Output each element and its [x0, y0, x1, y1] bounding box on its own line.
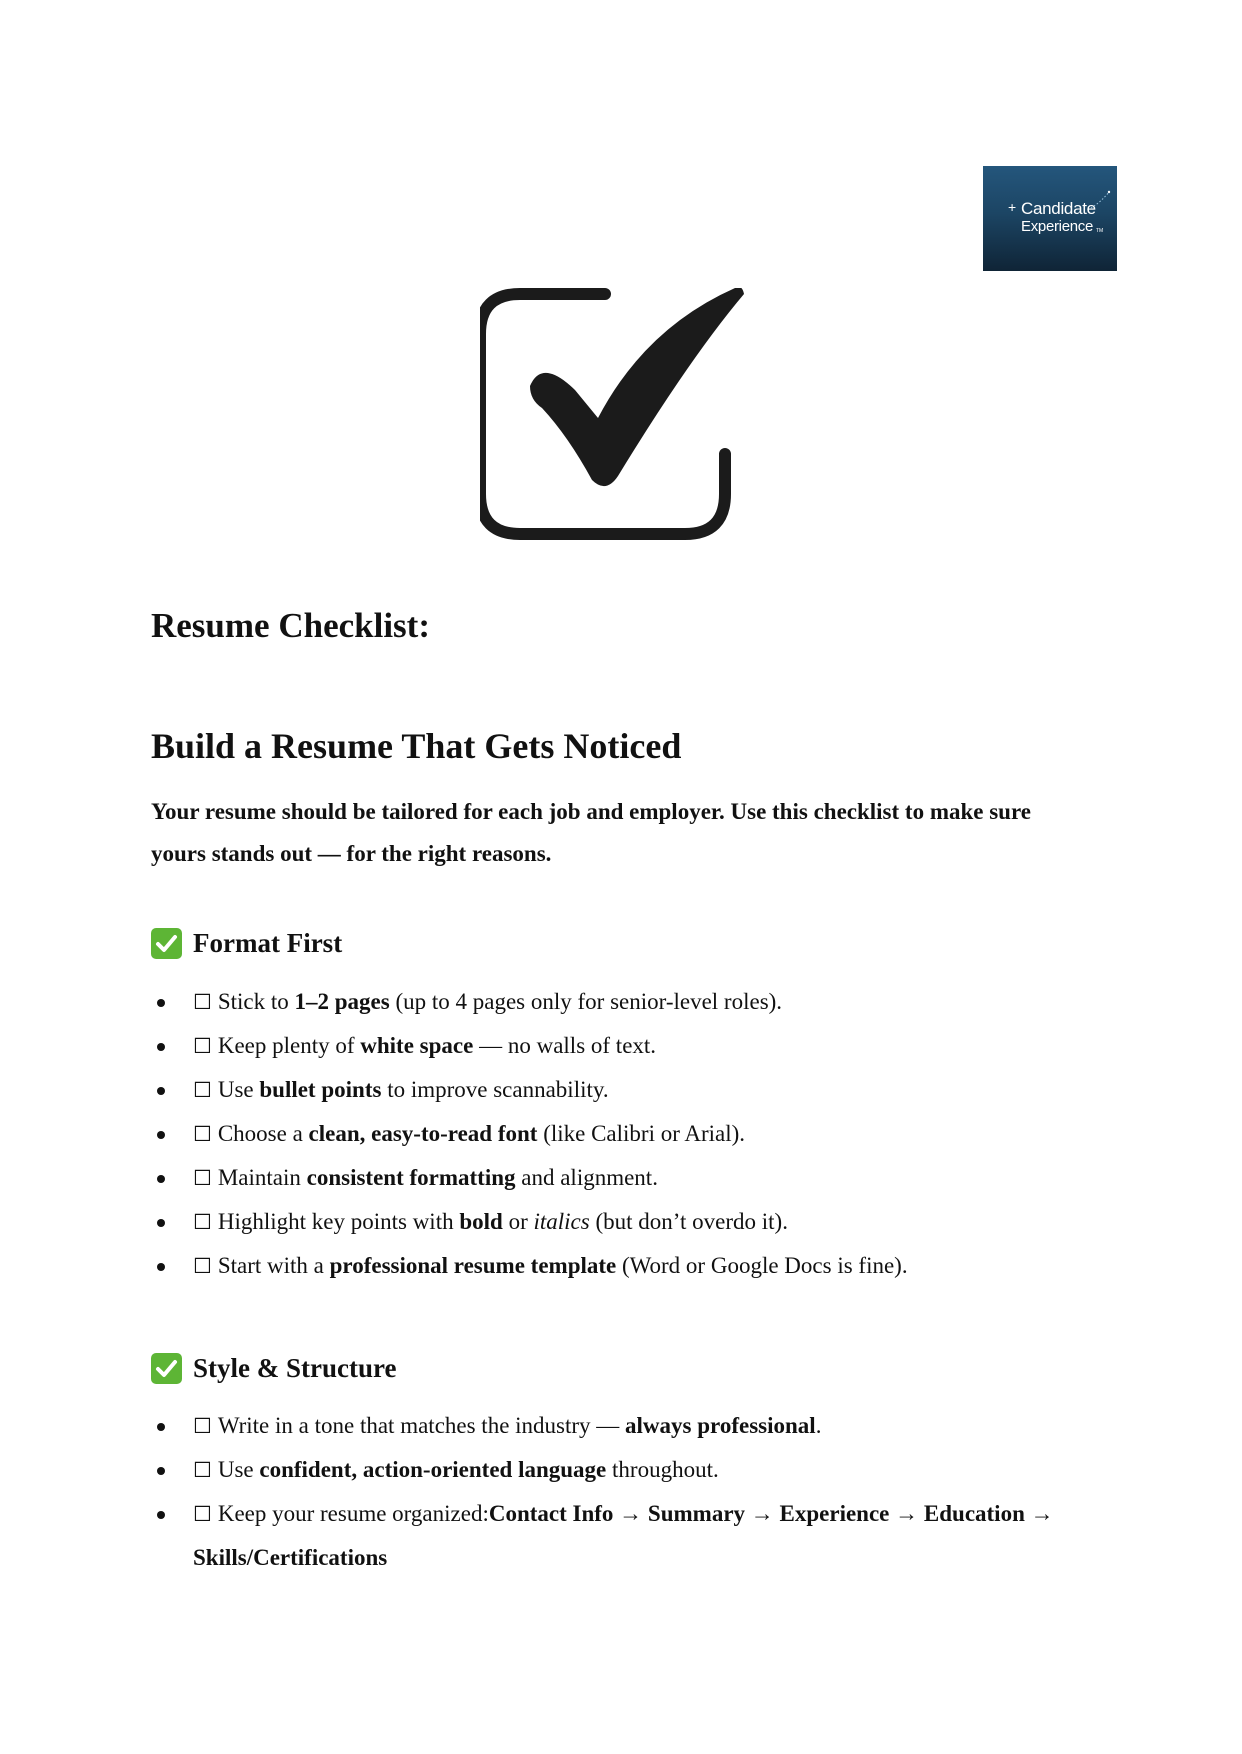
section-heading-text: Format First [193, 928, 343, 958]
list-item: ☐ Write in a tone that matches the industry — always professional. [151, 1404, 1091, 1448]
format-first-list [151, 980, 1091, 1288]
checkbox-empty-icon[interactable]: ☐ [193, 1122, 212, 1146]
list-item: ☐ Stick to 1–2 pages (up to 4 pages only for senior-level roles). [151, 980, 1091, 1024]
bullet-dot [157, 1511, 165, 1519]
checkbox-empty-icon[interactable]: ☐ [193, 1254, 212, 1278]
list-item: ☐ Use confident, action-oriented language throughout. [151, 1448, 1091, 1492]
bullet-dot [157, 1219, 165, 1227]
section-heading-text: Style & Structure [193, 1353, 397, 1383]
checkbox-checked-icon [480, 288, 760, 548]
list-item: ☐ Use bullet points to improve scannability. [151, 1068, 1091, 1112]
list-item: ☐ Keep plenty of white space — no walls of text. [151, 1024, 1091, 1068]
bullet-dot [157, 1043, 165, 1051]
checkbox-empty-icon[interactable]: ☐ [193, 1166, 212, 1190]
list-item: ☐ Choose a clean, easy-to-read font (like Calibri or Arial). [151, 1112, 1091, 1156]
checkbox-empty-icon[interactable]: ☐ [193, 1078, 212, 1102]
logo-line-2: Experience [1021, 218, 1094, 235]
section-heading-format-first [151, 927, 342, 959]
list-item: ☐ Maintain consistent formatting and alignment. [151, 1156, 1091, 1200]
style-structure-list [151, 1404, 1091, 1580]
list-item: ☐ Highlight key points with bold or italics (but don’t overdo it). [151, 1200, 1091, 1244]
page-subtitle: Build a Resume That Gets Noticed [151, 726, 682, 766]
section-heading-style-structure [151, 1352, 396, 1384]
list-item: ☐ Keep your resume organized:Contact Info → Summary → Experience → Education → Skills/Certifications [151, 1492, 1091, 1580]
logo-line-1: Candidate [1021, 199, 1096, 218]
bullet-dot [157, 1467, 165, 1475]
logo-trademark: TM [1096, 228, 1104, 234]
bullet-dot [157, 1087, 165, 1095]
candidate-experience-logo [983, 166, 1117, 271]
bullet-dot [157, 1423, 165, 1431]
bullet-dot [157, 999, 165, 1007]
page-title: Resume Checklist: [151, 606, 430, 645]
bullet-dot [157, 1175, 165, 1183]
bullet-dot [157, 1263, 165, 1271]
checkbox-empty-icon[interactable]: ☐ [193, 1414, 212, 1438]
list-item: ☐ Start with a professional resume template (Word or Google Docs is fine). [151, 1244, 1091, 1288]
checkbox-empty-icon[interactable]: ☐ [193, 1502, 212, 1526]
logo-plus: + [1008, 199, 1017, 215]
checkbox-empty-icon[interactable]: ☐ [193, 1034, 212, 1058]
intro-paragraph: Your resume should be tailored for each job and employer. Use this checklist to make sure yours stands out — for the right reasons. [151, 799, 1031, 866]
bullet-dot [157, 1131, 165, 1139]
checkbox-empty-icon[interactable]: ☐ [193, 1458, 212, 1482]
sparkle-icon [1087, 188, 1115, 210]
green-check-emoji-icon [151, 928, 182, 959]
checkbox-empty-icon[interactable]: ☐ [193, 990, 212, 1014]
green-check-emoji-icon [151, 1353, 182, 1384]
checkbox-empty-icon[interactable]: ☐ [193, 1210, 212, 1234]
